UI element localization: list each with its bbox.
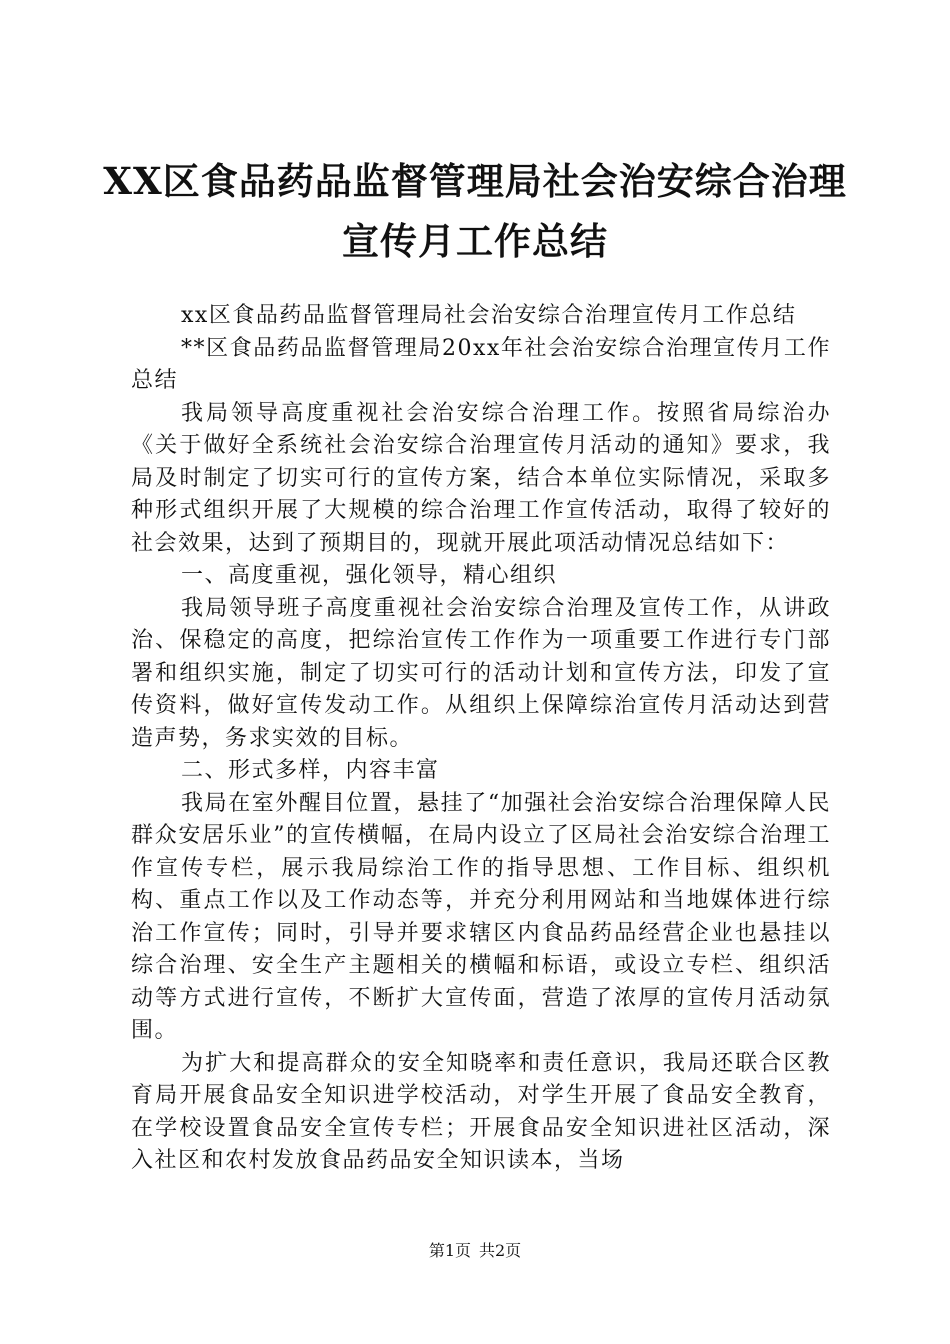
page-total: 共2页 (479, 1241, 522, 1260)
body-paragraph: 我局在室外醒目位置，悬挂了“加强社会治安综合治理保障人民群众安居乐业”的宣传横幅，在局内设立了区局社会治安综合治理工作宣传专栏，展示我局综治工作的指导思想、工作目标、组织机构、重点工作以及工作动态等，并充分利用网站和当地媒体进行综治工作宣传；同时，引导并要求辖区内食品药品经营企业也悬挂以综合治理、安全生产主题相关的横幅和标语，或设立专栏、组织活动等方式进行宣传，不断扩大宣传面，营造了浓厚的宣传月活动氛围。 (131, 790, 831, 1043)
document-title-line-2: 宣传月工作总结 (342, 219, 608, 263)
document-title-line-1: XX区食品药品监督管理局社会治安综合治理 (103, 159, 847, 203)
subtitle-paragraph-2: **区食品药品监督管理局20xx年社会治安综合治理宣传月工作总结 (131, 335, 831, 393)
subtitle-paragraph: xx区食品药品监督管理局社会治安综合治理宣传月工作总结 (181, 303, 797, 328)
section-heading-2: 二、形式多样，内容丰富 (181, 758, 440, 783)
page-footer (0, 1243, 950, 1259)
page-number: 第1页 (428, 1241, 471, 1260)
body-paragraph: 我局领导班子高度重视社会治安综合治理及宣传工作，从讲政治、保稳定的高度，把综治宣传工作作为一项重要工作进行专门部署和组织实施，制定了切实可行的活动计划和宣传方法，印发了宣传资料，做好宣传发动工作。从组织上保障综治宣传月活动达到营造声势，务求实效的目标。 (131, 595, 831, 751)
intro-paragraph: 我局领导高度重视社会治安综合治理工作。按照省局综治办《关于做好全系统社会治安综合治理宣传月活动的通知》要求，我局及时制定了切实可行的宣传方案，结合本单位实际情况，采取多种形式组织开展了大规模的综合治理工作宣传活动，取得了较好的社会效果，达到了预期目的，现就开展此项活动情况总结如下： (131, 400, 831, 556)
section-heading-1: 一、高度重视，强化领导，精心组织 (181, 563, 558, 588)
body-paragraph: 为扩大和提高群众的安全知晓率和责任意识，我局还联合区教育局开展食品安全知识进学校活动，对学生开展了食品安全教育，在学校设置食品安全宣传专栏；开展食品安全知识进社区活动，深入社区和农村发放食品药品安全知识读本，当场 (131, 1050, 831, 1173)
document-body (131, 300, 831, 1178)
